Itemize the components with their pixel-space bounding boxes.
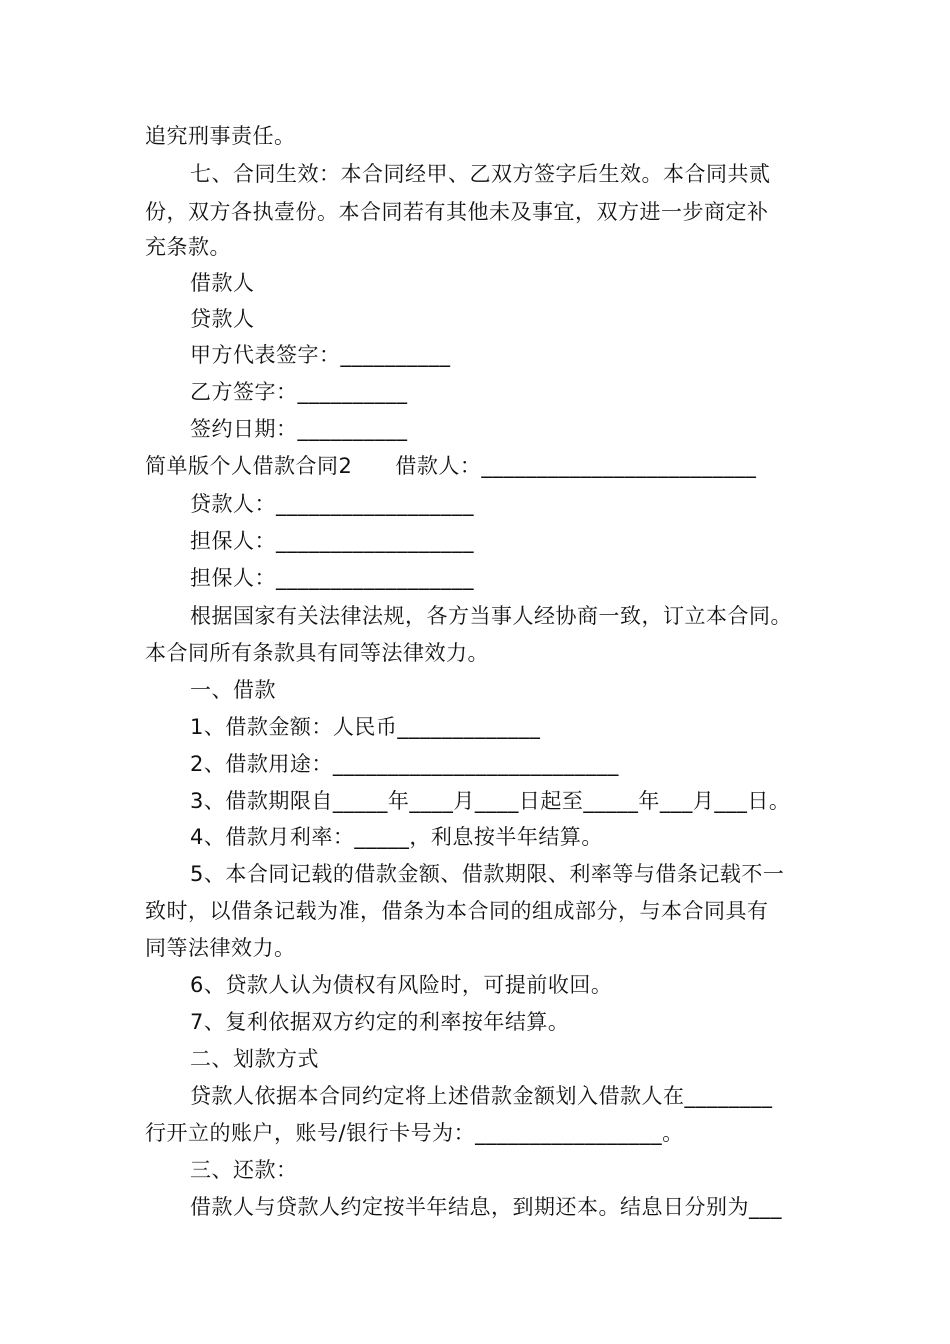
lender-field: 贷款人：__________________ [190, 492, 474, 516]
section-title: 简单版个人借款合同2 借款人：_________________________ [145, 454, 757, 478]
clause-item: 3、借款期限自_____年____月____日起至_____年___月___日。 [190, 789, 791, 813]
text-line: 本合同所有条款具有同等法律效力。 [145, 641, 489, 665]
signature-label-borrower: 借款人 [190, 271, 255, 295]
text-line: 行开立的账户，账号/银行卡号为：_________________。 [145, 1121, 684, 1145]
section-heading: 三、还款： [190, 1158, 298, 1182]
clause-item: 2、借款用途：__________________________ [190, 752, 619, 776]
clause-item: 1、借款金额：人民币_____________ [190, 715, 541, 739]
signature-label-lender: 贷款人 [190, 307, 255, 331]
text-line: 充条款。 [145, 235, 231, 259]
section-heading: 二、划款方式 [190, 1047, 319, 1071]
text-line: 追究刑事责任。 [145, 124, 296, 148]
text-line: 致时，以借条记载为准，借条为本合同的组成部分，与本合同具有 [145, 899, 769, 923]
clause-item: 6、贷款人认为债权有风险时，可提前收回。 [190, 973, 613, 997]
text-line: 借款人与贷款人约定按半年结息，到期还本。结息日分别为___ [190, 1195, 782, 1219]
signature-field-party-a: 甲方代表签字：__________ [190, 343, 451, 367]
clause-item: 7、复利依据双方约定的利率按年结算。 [190, 1010, 570, 1034]
guarantor-field: 担保人：__________________ [190, 566, 474, 590]
text-line: 贷款人依据本合同约定将上述借款金额划入借款人在________ [190, 1084, 773, 1108]
clause-item: 5、本合同记载的借款金额、借款期限、利率等与借条记载不一 [190, 862, 785, 886]
clause-item: 4、借款月利率：_____，利息按半年结算。 [190, 825, 603, 849]
text-line: 根据国家有关法律法规，各方当事人经协商一致，订立本合同。 [190, 604, 792, 628]
text-line: 七、合同生效：本合同经甲、乙双方签字后生效。本合同共贰 [190, 162, 771, 186]
section-heading: 一、借款 [190, 678, 276, 702]
guarantor-field: 担保人：__________________ [190, 529, 474, 553]
text-line: 同等法律效力。 [145, 936, 296, 960]
text-line: 份，双方各执壹份。本合同若有其他未及事宜，双方进一步商定补 [145, 200, 769, 224]
signing-date-field: 签约日期：__________ [190, 417, 408, 441]
signature-field-party-b: 乙方签字：__________ [190, 380, 408, 404]
